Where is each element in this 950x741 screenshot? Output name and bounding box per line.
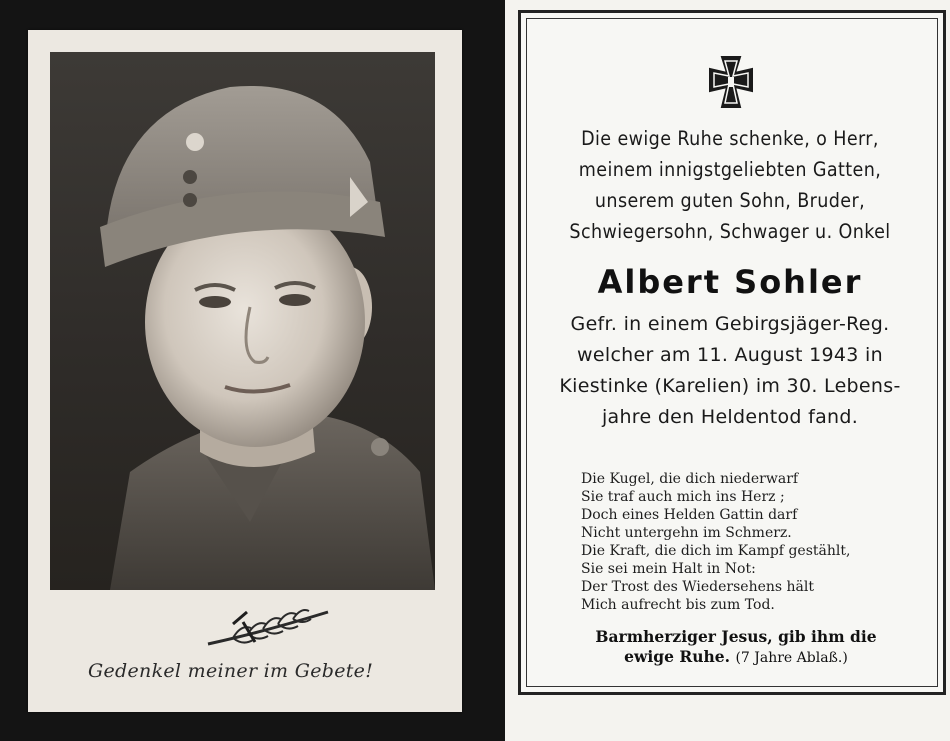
detail-line: welcher am 11. August 1943 in [577,344,883,366]
iron-cross-icon [702,53,760,111]
poem-line: Die Kraft, die dich im Kampf gestählt, [581,543,851,559]
dedication-text [521,123,939,247]
dedication-line: unserem guten Sohn, Bruder, [594,189,866,212]
poem-line: Sie traf auch mich ins Herz ; [581,489,785,505]
poem-line: Sie sei mein Halt in Not: [581,561,756,577]
soldier-portrait-photo [50,52,435,590]
prayer-line: ewige Ruhe. [624,647,731,666]
dedication-line: meinem innigstgeliebten Gatten, [578,158,882,181]
poem-line: Mich aufrecht bis zum Tod. [581,597,775,613]
poem-line: Doch eines Helden Gattin darf [581,507,798,523]
memorial-poem [581,470,921,614]
dedication-line: Schwiegersohn, Schwager u. Onkel [569,220,891,243]
detail-line: Gefr. in einem Gebirgsjäger-Reg. [570,313,890,335]
deceased-name: Albert Sohler [597,263,863,301]
dedication-line: Die ewige Ruhe schenke, o Herr, [581,127,879,150]
laurel-branch-icon [203,602,333,652]
memorial-caption: Gedenkel meiner im Gebete! [88,660,374,682]
prayer-line: Barmherziger Jesus, gib ihm die [595,627,877,646]
poem-line: Der Trost des Wiedersehens hält [581,579,814,595]
memorial-text-card [518,10,946,695]
detail-line: jahre den Heldentod fand. [601,406,859,428]
photo-mount [28,30,462,712]
poem-line: Nicht untergehn im Schmerz. [581,525,792,541]
closing-prayer [551,627,921,668]
poem-line: Die Kugel, die dich niederwarf [581,471,799,487]
indulgence-note: (7 Jahre Ablaß.) [735,650,848,666]
detail-line: Kiestinke (Karelien) im 30. Lebens- [559,375,901,397]
death-details [521,309,939,433]
